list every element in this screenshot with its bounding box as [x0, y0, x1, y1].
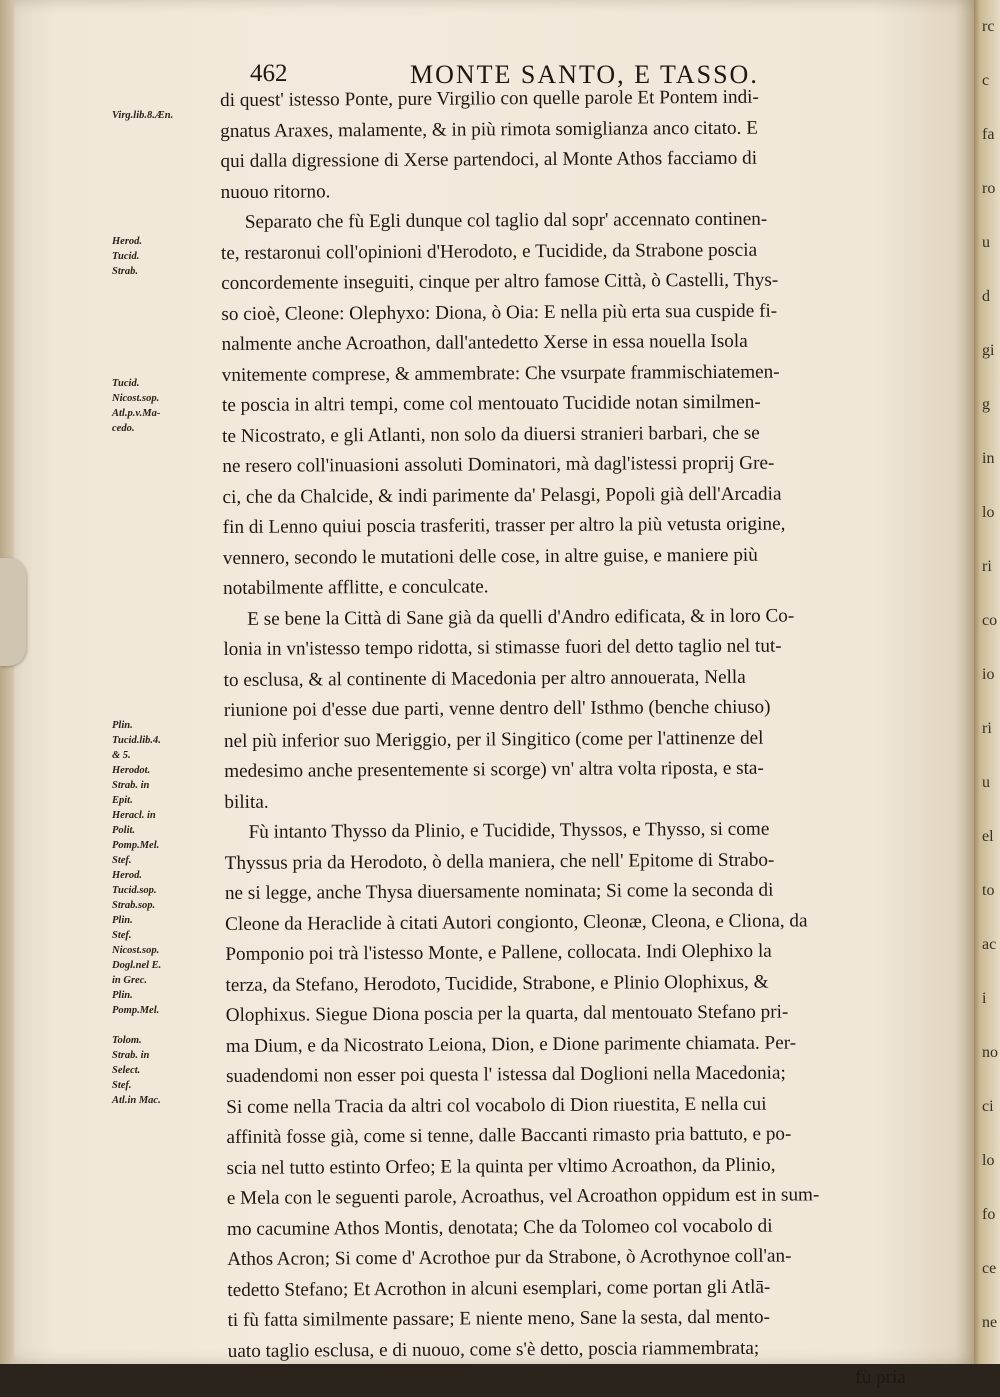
next-page-fragment: u — [982, 234, 990, 251]
next-page-fragment: lo — [982, 504, 995, 521]
text-line: Thyssus pria da Herodoto, ò della maniera, che nell' Epitome di Strabo- — [224, 849, 775, 874]
text-line: bilita. — [224, 791, 269, 813]
next-page-fragment: fa — [982, 126, 995, 143]
running-title: MONTE SANTO, E TASSO. — [410, 60, 759, 89]
next-page-fragment: to — [982, 882, 995, 899]
margin-note: Tucid. Nicost.sop. Atl.p.v.Ma- cedo. — [112, 378, 161, 434]
text-line: mo cacumine Athos Montis, denotata; Che da Tolomeo col vocabolo di — [226, 1215, 773, 1240]
page-tab — [0, 558, 26, 666]
text-line: Separato che fù Egli dunque col taglio dal sopr' accennato continen- — [244, 208, 768, 233]
text-line: vennero, secondo le mutationi delle cose, in altre guise, e maniere più — [222, 544, 758, 569]
text-line: nalmente anche Acroathon, dall'antedetto Xerse in essa nouella Isola — [221, 330, 748, 355]
text-line: e Mela con le seguenti parole, Acroathus, vel Acroathon oppidum est in sum- — [226, 1184, 820, 1209]
next-page-fragment: c — [982, 72, 990, 89]
next-page-fragment: rc — [982, 18, 995, 35]
text-line: nuouo ritorno. — [220, 180, 331, 203]
next-page-edge — [974, 0, 1000, 1364]
next-page-fragment: fo — [982, 1206, 996, 1223]
text-line: Pomponio poi trà l'istesso Monte, e Pallene, collocata. Indi Olephixo la — [225, 940, 772, 965]
text-line: E se bene la Città di Sane già da quelli d'Andro edificata, & in loro Co- — [247, 605, 795, 630]
next-page-fragment: in — [982, 450, 995, 467]
text-line: qui dalla digressione di Xerse partendoci, al Monte Athos facciamo di — [220, 147, 758, 172]
next-page-fragment: no — [982, 1044, 998, 1061]
text-line: lonia in vn'istesso tempo ridotta, si stimasse fuori del detto taglio nel tut- — [223, 635, 782, 660]
text-line: vnitemente comprese, & ammembrate: Che vsurpate frammischiatemen- — [221, 361, 780, 386]
text-line: Fù intanto Thysso da Plinio, e Tucidide, Thyssos, e Thysso, si come — [248, 818, 770, 843]
text-line: te, restaronui coll'opinioni d'Herodoto, e Tucidide, da Strabone poscia — [220, 239, 758, 264]
text-line: Cleone da Heraclide à citati Autori congionto, Cleonæ, Cleona, e Cliona, da — [225, 909, 808, 935]
next-page-fragment: g — [982, 396, 990, 413]
next-page-fragment: d — [982, 288, 990, 305]
margin-note: Plin. Tucid.lib.4. & 5. Herodot. Strab. in Epit. Heracl. in Polit. Pomp.Mel. Stef. Herod. Tucid.sop. Strab.sop. Plin. Stef. Nicost.sop. Dogl.nel E. in Grec. Plin. Pomp.Mel. Tolom. Strab. in Select. Stef. Atl.in Mac. — [112, 720, 162, 1106]
next-page-fragment: u — [982, 774, 990, 791]
text-line: nel più inferior suo Meriggio, per il Singitico (come per l'attinenze del — [223, 727, 764, 752]
body-text — [220, 82, 946, 1397]
text-line: riunione poi d'esse due parti, venne dentro dell' Isthmo (benche chiuso) — [223, 696, 771, 721]
next-page-fragment: el — [982, 828, 994, 845]
text-line: ti fù fatta similmente passare; E niente meno, Sane la sesta, dal mento- — [227, 1306, 771, 1331]
margin-note: Herod. Tucid. Strab. — [112, 236, 143, 277]
text-line: ci, che da Chalcide, & indi parimente da' Pelasgi, Popoli già dell'Arcadia — [222, 483, 782, 508]
next-page-fragment: ne — [982, 1314, 998, 1331]
next-page-fragment: i — [982, 990, 987, 1007]
next-page-fragment: co — [982, 612, 998, 629]
text-line: gnatus Araxes, malamente, & in più rimota somiglianza anco citato. E — [220, 117, 758, 142]
text-line: uato taglio esclusa, e di nuouo, come s'è detto, poscia riammembrata; — [227, 1337, 760, 1362]
next-page-fragment: ce — [982, 1260, 997, 1277]
next-page-fragment: ri — [982, 720, 992, 737]
text-line: suadendomi non esser poi questa l' istessa dal Doglioni nella Macedonia; — [225, 1062, 786, 1087]
next-page-fragment: ac — [982, 936, 997, 953]
next-page-fragment: io — [982, 666, 995, 683]
next-page-fragment: lo — [982, 1152, 995, 1169]
margin-note: Virg.lib.8.Æn. — [112, 110, 174, 121]
page-number: 462 — [250, 60, 288, 87]
text-line: tedetto Stefano; Et Acrothon in alcuni esemplari, come portan gli Atlā- — [227, 1276, 771, 1301]
text-line: affinità fosse già, come si tenne, dalle Baccanti rimasto pria battuto, e po- — [226, 1123, 792, 1148]
text-line: ne resero coll'inuasioni assoluti Dominatori, mà dagl'istessi proprij Gre- — [222, 452, 775, 477]
text-line: Athos Acron; Si come d' Acrothoe pur da Strabone, ò Acrothynoe coll'an- — [227, 1245, 792, 1270]
text-line: terza, da Stefano, Herodoto, Tucidide, Strabone, e Plinio Olophixus, & — [225, 971, 769, 996]
text-line: to esclusa, & al continente di Macedonia per altro annouerata, Nella — [223, 666, 746, 691]
text-line: Olophixus. Siegue Diona poscia per la quarta, dal mentouato Stefano pri- — [225, 1001, 789, 1026]
text-line: so cioè, Cleone: Olephyxo: Diona, ò Oia: E nella più erta sua cuspide fi- — [221, 300, 778, 325]
next-page-fragment: ro — [982, 180, 996, 197]
text-line: concordemente inseguiti, cinque per altro famose Città, ò Castelli, Thys- — [221, 269, 779, 294]
catchword: fù pria — [855, 1366, 906, 1389]
text-line: Si come nella Tracia da altri col vocabolo di Dion riuestita, E nella cui — [226, 1093, 767, 1118]
next-page-fragment: ri — [982, 558, 992, 575]
text-line: medesimo anche presentemente si scorge) vn' altra volta riposta, e sta- — [224, 757, 764, 782]
next-page-fragment: ci — [982, 1098, 994, 1115]
text-line: fin di Lenno quiui poscia trasferiti, trasser per altro la più vetusta origine, — [222, 513, 786, 538]
text-line: scia nel tutto estinto Orfeo; E la quinta per vltimo Acroathon, da Plinio, — [226, 1154, 776, 1179]
next-page-fragment: gi — [982, 342, 995, 359]
text-line: te poscia in altri tempi, come col mentouato Tucidide notan similmen- — [221, 391, 761, 416]
text-line: te Nicostrato, e gli Atlanti, non solo da diuersi stranieri barbari, che se — [222, 422, 760, 447]
text-line: ne si legge, anche Thysa diuersamente nominata; Si come la seconda di — [224, 879, 774, 904]
text-line: notabilmente afflitte, e conculcate. — [223, 576, 489, 599]
text-line: ma Dium, e da Nicostrato Leiona, Dion, e Dione parimente chiamata. Per- — [225, 1031, 797, 1057]
text-line: di quest' istesso Ponte, pure Virgilio con quelle parole Et Pontem indi- — [220, 86, 759, 111]
